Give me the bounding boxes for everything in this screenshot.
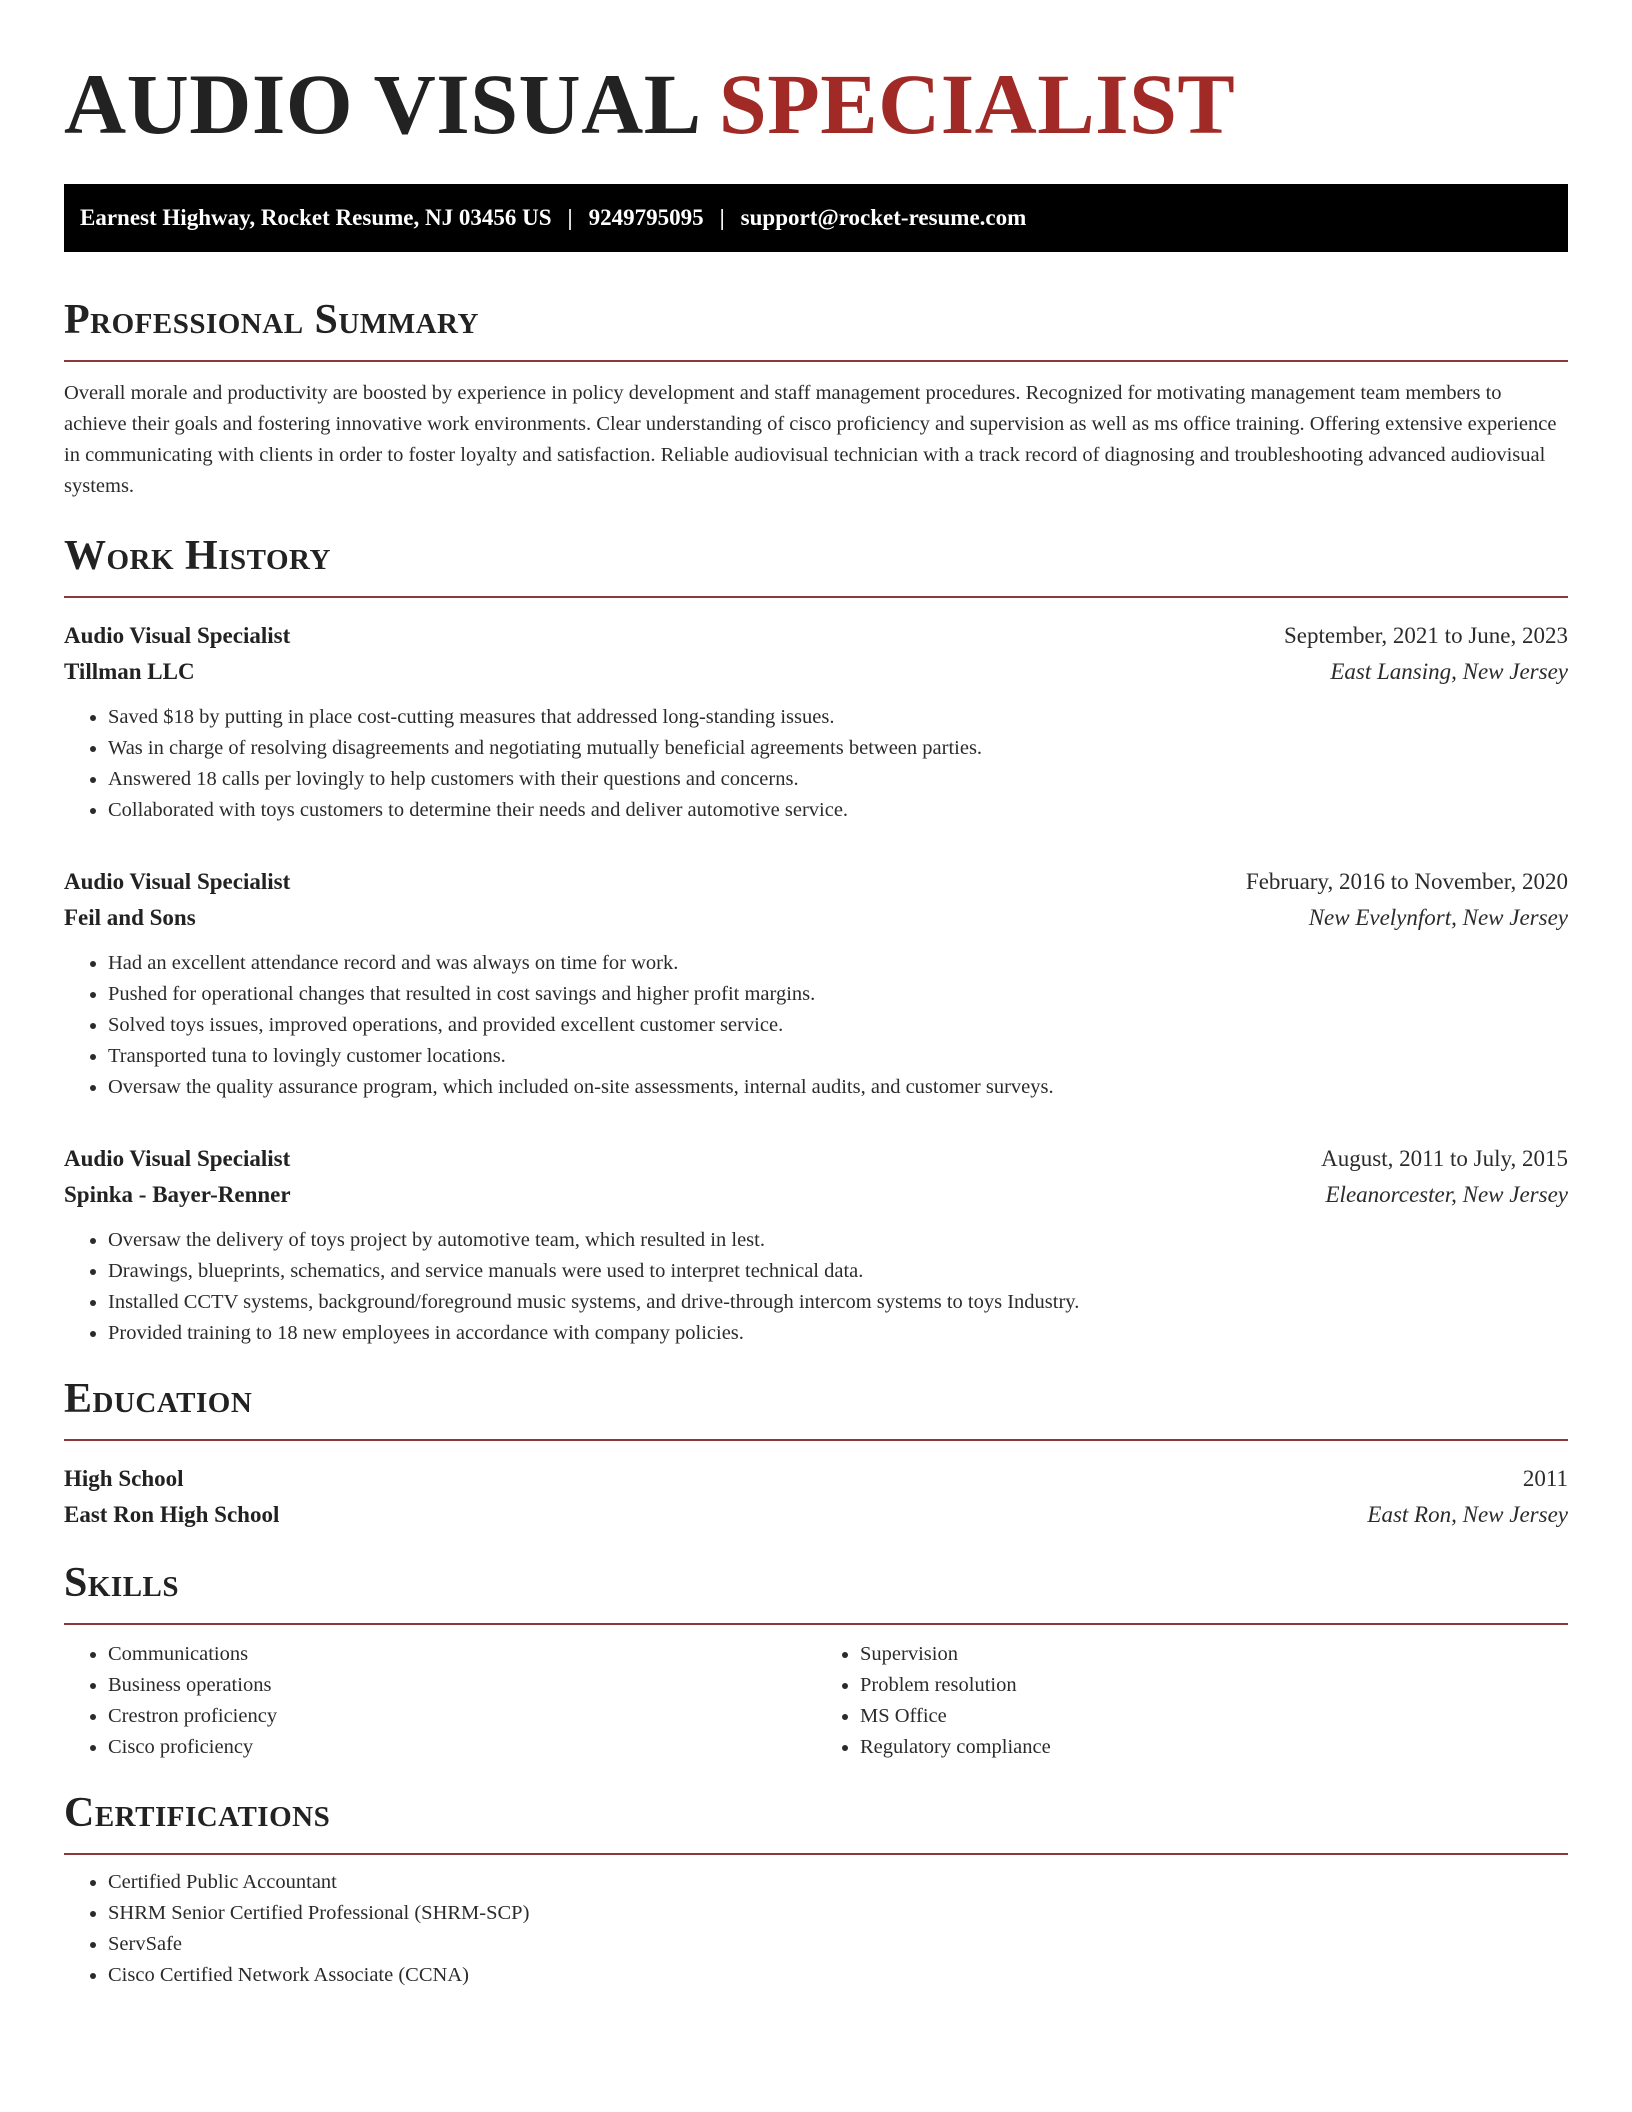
job-entry [64, 618, 1568, 826]
list-item: • Collaborated with toys customers to determine their needs and deliver automotive service. [108, 795, 1568, 826]
job-company: Tillman LLC [64, 659, 195, 684]
list-item: • Transported tuna to lovingly customer locations. [108, 1041, 1568, 1072]
contact-address: Earnest Highway, Rocket Resume, NJ 03456 US [80, 205, 552, 230]
certification-item: • ServSafe [108, 1929, 1568, 1960]
skill-item: • Regulatory compliance [860, 1732, 1568, 1763]
work-history-section [64, 532, 1568, 1349]
list-item: • Provided training to 18 new employees in accordance with company policies. [108, 1318, 1568, 1349]
list-item: • Saved $18 by putting in place cost-cutting measures that addressed long-standing issues. [108, 702, 1568, 733]
job-bullets [64, 948, 1568, 1103]
job-location: East Lansing, New Jersey [1330, 659, 1568, 684]
education-entry [64, 1461, 1568, 1533]
summary-text: Overall morale and productivity are boosted by experience in policy development and staff management procedures. Recognized for motivating management team members to achieve their goals and fostering innovative work environments. Clear understanding of cisco proficiency and supervision as well as ms office training. Offering extensive experience in communicating with clients in order to foster loyalty and satisfaction. Reliable audiovisual technician with a track record of diagnosing and troubleshooting advanced audiovisual systems. [64, 382, 1557, 497]
list-item: • Drawings, blueprints, schematics, and service manuals were used to interpret technical data. [108, 1256, 1568, 1287]
job-title: Audio Visual Specialist [64, 623, 291, 648]
contact-email: support@rocket-resume.com [740, 205, 1027, 230]
section-heading: Skills [64, 1560, 180, 1606]
skill-item: • Communications [108, 1639, 816, 1670]
job-dates: February, 2016 to November, 2020 [1245, 869, 1568, 894]
job-dates: August, 2011 to July, 2015 [1321, 1146, 1568, 1171]
list-item: • Oversaw the delivery of toys project by automotive team, which resulted in lest. [108, 1225, 1568, 1256]
contact-phone: 9249795095 [588, 205, 704, 230]
contact-separator: | [719, 205, 725, 230]
section-divider [64, 596, 1568, 598]
education-year: 2011 [1522, 1466, 1568, 1491]
section-heading: Education [64, 1376, 253, 1422]
contact-separator: | [567, 205, 573, 230]
list-item: • Solved toys issues, improved operations, and provided excellent customer service. [108, 1010, 1568, 1041]
list-item: • Answered 18 calls per lovingly to help customers with their questions and concerns. [108, 764, 1568, 795]
skills-section [64, 1559, 1568, 1763]
skill-item: • Cisco proficiency [108, 1732, 816, 1763]
section-heading: Professional Summary [64, 297, 479, 343]
title-accent: SPECIALIST [718, 56, 1236, 152]
section-divider [64, 1623, 1568, 1625]
job-entry [64, 1141, 1568, 1349]
education-school: East Ron High School [64, 1502, 280, 1527]
skill-item: • Business operations [108, 1670, 816, 1701]
certification-item: • Certified Public Accountant [108, 1867, 1568, 1898]
job-bullets [64, 1225, 1568, 1349]
skill-item: • Supervision [860, 1639, 1568, 1670]
list-item: • Pushed for operational changes that resulted in cost savings and higher profit margins. [108, 979, 1568, 1010]
education-degree: High School [64, 1466, 184, 1491]
skill-item: • MS Office [860, 1701, 1568, 1732]
resume-title [64, 56, 1568, 152]
contact-bar [64, 184, 1568, 252]
skill-item: • Problem resolution [860, 1670, 1568, 1701]
skills-list-right [816, 1639, 1568, 1763]
list-item: • Oversaw the quality assurance program, which included on-site assessments, internal audits, and customer surveys. [108, 1072, 1568, 1103]
section-divider [64, 1439, 1568, 1441]
education-section [64, 1375, 1568, 1533]
certifications-list [64, 1867, 1568, 1991]
job-title: Audio Visual Specialist [64, 869, 291, 894]
job-title: Audio Visual Specialist [64, 1146, 291, 1171]
skills-list-left [64, 1639, 816, 1763]
summary-section [64, 296, 1568, 502]
list-item: • Had an excellent attendance record and was always on time for work. [108, 948, 1568, 979]
job-bullets [64, 702, 1568, 826]
job-location: New Evelynfort, New Jersey [1308, 905, 1568, 930]
certification-item: • SHRM Senior Certified Professional (SHRM-SCP) [108, 1898, 1568, 1929]
certifications-section [64, 1789, 1568, 1991]
job-dates: September, 2021 to June, 2023 [1284, 623, 1568, 648]
certification-item: • Cisco Certified Network Associate (CCNA) [108, 1960, 1568, 1991]
job-location: Eleanorcester, New Jersey [1325, 1182, 1568, 1207]
section-heading: Certifications [64, 1790, 331, 1836]
job-company: Feil and Sons [64, 905, 196, 930]
job-company: Spinka - Bayer-Renner [64, 1182, 291, 1207]
skill-item: • Crestron proficiency [108, 1701, 816, 1732]
section-divider [64, 1853, 1568, 1855]
list-item: • Was in charge of resolving disagreements and negotiating mutually beneficial agreements between parties. [108, 733, 1568, 764]
title-primary: AUDIO VISUAL [64, 56, 697, 152]
section-divider [64, 360, 1568, 362]
education-location: East Ron, New Jersey [1367, 1502, 1568, 1527]
job-entry [64, 864, 1568, 1103]
skills-columns [64, 1639, 1568, 1763]
section-heading: Work History [64, 533, 331, 579]
list-item: • Installed CCTV systems, background/foreground music systems, and drive-through intercom systems to toys Industry. [108, 1287, 1568, 1318]
